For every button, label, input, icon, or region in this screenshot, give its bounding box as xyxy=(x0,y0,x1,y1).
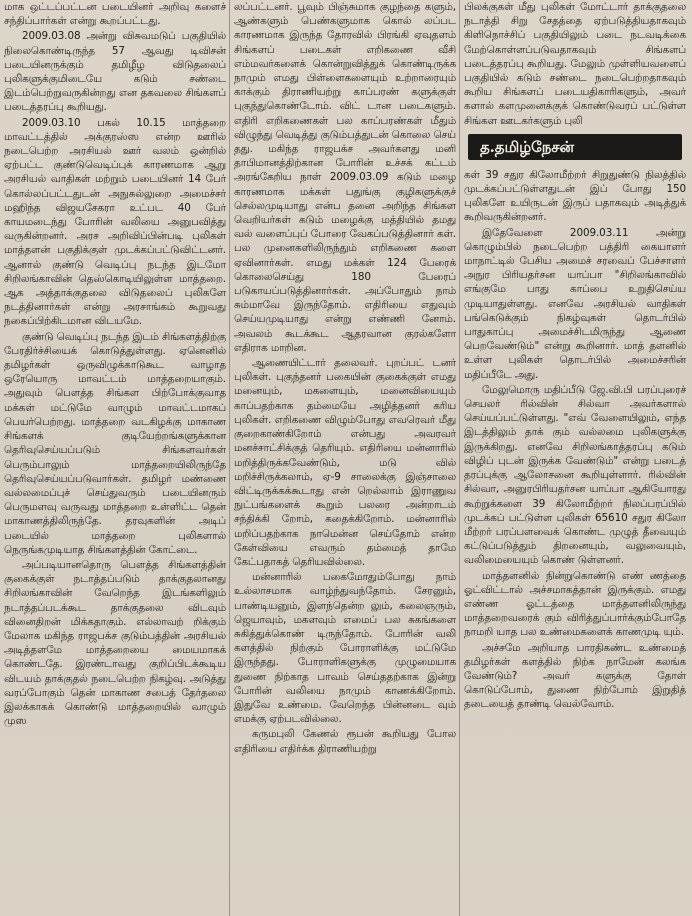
paragraph: குண்டு வெடிப்பு நடந்த இடம் சிங்களத்திற்கு பேரதிர்ச்சியைக் கொடுத்துள்ளது. ஏனெனில் தமிழர்கள் ஒருவிழுக்காடுகூட வாழாத ஒரேயொரு மாவட்டம் மாத்தறையாகும். அதுவும் பௌத்த சிங்கள பிற்போக்குவாத மக்கள் மட்டுமே வாழும் மாவட்டமாகப் பெயர்பெற்றது. மாத்தறை வடகிழக்கு மாகாண சிங்களக் குடியேற்றங்களுக்கான தெரிவுசெய்யப்படும் சிங்களவர்கள் பெரும்பாலும் மாத்தறையிலிருந்தே தெரிவுசெய்யப்படுவார்கள். தமிழர் மண்ணை வல்லமைப்புச் செய்துவரும் படையினரும் பெருமளவு வருவது மாத்தறை உள்ளிட்ட தென் மாகாணத்திலிருந்தே. தரவுகளின் அடிப் படையில் மாத்தறை புலிகளால் நெருங்கமுடியாத சிங்களத்தின் கோட்டை. xyxy=(4,330,226,556)
article-column-3 xyxy=(464,0,686,916)
paragraph: மாக ஒட்டப்பட்டன படையினர் அறிவு களைச் சந்திப்பார்கள் என்று கூறப்பட்டது. xyxy=(4,1,226,28)
paragraph: மன்னாரில் பகைமோதும்போது நாம் உல்லாசமாக வாழ்ந்துவந்தோம். சேரனும், பாண்டியனும், இளந்தென்ற லும், கலைஞரும், ஜெயாவும், மகளவும் எமைப் பல சுகங்களை சுகித்துக்கொண் டிருந்தோம். போரின் வலி களத்தில் நிற்கும் போராளிக்கு மட்டுமே இருந்தது. போராளிகளுக்கு முழுமையாக துணை நிற்காத பாவம் செய்ததற்காக இன்று போரின் வலியை நாமும் காணக்கிறோம். இதுவே உண்மை. வேறெந்த பின்னடை வும் எமக்கு ஏற்படவில்லை. xyxy=(234,571,456,726)
paragraph: லப்பட்டனர். பூவும் பிஞ்சுமாக குழந்தை களும், ஆண்களும் பெண்களுமாக கொல் லப்பட காரணமாக இருந்த தோரவில் பிரங்கி ஏவுதளம் சிங்களப் படைகள் எறிகணை வீசி எம்மவர்களைக் கொன்றுவித்துக் கொண்டிருக்க நாமும் எமது பிள்ளைகளையும் உற்றாரையும் காக்கும் திராணியற்று காப்பரண் களுக்குள் புகுந்துகொண்டோம். விட் டான படைகளும். எதிரி எறிகணைகள் பல காப்பரண்கள் மீதும் விழுந்து வெடித்து குடும்பத்துடன் கொலை செய் தது. மகிந்த ராஜபக்ச அவர்களது மனி தாபிமானத்திற்கான போரின் உச்சக் கட்டம் அரங்கேறிய நாள் 2009.03.09 கடும் மழை காரணமாக மக்கள் பதுங்கு குழிகளுக்குச் செல்லமுடியாது என்ப தனை அறிந்த சிங்கள வெறியர்கள் கடும் மழைக்கு மத்தியில் தமது வல் வளைப்புப் போரை வேகப்படுத்தினார் கள். பல முனைகளிலிருந்தும் எறிகணை களை ஏவினார்கள். எமது மக்கள் 124 பேரைக் கொலைசெய்து 180 பேரைப் படுகாயப்படுத்தினார்கள். அப்போதும் நாம் சும்மாவே இருந்தோம். எதிரியை எதுவும் செய்யமுடியாது என்று எண்ணி னோம். அவலம் கூடக்கூட ஆதரவான குரல்களோ எதிராக மாறின. xyxy=(234,1,456,354)
paragraph: பிலக்குகள் மீது புலிகள் மோட்டார் தாக்குதலை நடாத்தி சிறு சேதத்தை ஏற்படுத்தியதாகவும் கிளிநொச்சிப் பகுதியிலும் படை நடவடிக்கை மேற்கொள்ளப்படுவதாகவும் சிங்களப் படைத்தரப்பு கூறியது. மேலும் முள்ளியவளைப் பகுதியில் கடும் சண்டை நடைபெற்றதாகவும் கூறிய சிங்களப் படையதிகாரிகளும், அவர் களால் களமுனைக்குக் கொண்டுவரப் பட்டுள்ள சிங்கள ஊடகர்களும் புலி xyxy=(464,1,686,127)
paragraph: 2009.03.08 அன்று விசுவமடுப் பகுதியில் நிலைகொண்டிருந்த 57 ஆவது டிவிசன் படையினருக்கும் தமிழீழ விடுதலைப் புலிகளுக்குமிடையே கடும் சண்டை இடம்பெற்றுவருகின்றது என தகவலை சிங்களப் படைத்தரப்பு கூறியது. xyxy=(4,30,226,114)
column-divider xyxy=(459,0,460,916)
paragraph: மேலுமொரு மதிப்பீடு ஜே.வி.பி பரப்புரைச் செயலர் ரில்வின் சில்வா அவர்களால் செய்யப்பட்டுள்ளது. "எவ் வேளையிலும், எந்த இடத்திலும் தாக் கும் வல்லமை புலிகளுக்கு இருக்கிறது. எனவே சிறிலங்காத்தரப்பு கடும் விழிப் புடன் இருக்க வேண்டும்" என்று படைத் தரப்புக்கு ஆலோசனை கூறியுள்ளார். ரில்வின் சில்வா, அனுரபிரியதர்சன யாப்பா ஆகியோரது கூற்றுக்களை 39 கிலோமீற்றர் நிலப்பரப்பில் முடக்கப் பட்டுள்ள புலிகள் 65610 சதுர கிலோ மீற்றர் பரப்பளவைக் கொண்ட முழுத் தீவையும் கட்டுப்படுத்தும் திறனையும், வலுவையும், வலிமையையும் கொண் டுள்ளனர். xyxy=(464,383,686,567)
paragraph: ஆணையிட்டார் தலைவர். புறப்பட் டனர் புலிகள். புகுந்தனர் பகையின் குகைக்குள் எமது மனையும், மகளையும், மனைவியையும் காப்பதற்காக தம்மையே அழித்தனர் கரிய புலிகள். எறிகணை விழும்போது எவரெவர் மீது குறைகாண்கிறோம் என்பது அவரவர் மனச்சாட்சிக்குத் தெரியும். எதிரியை மன்னாரில் மறித்திருக்கவேண்டும், மடு வில் மறிச்சிருக்கலாம், ஏ-9 சாலைக்கு இஞ்சாலை விட்டிருக்கக்கூடாது என் றெல்லாம் இராணுவ நுட்பங்களைக் கூறும் பலரை அன்றாடம் சந்திக்கி றோம், கதைக்கிறோம். மன்னாரில் மறிப்பதற்காக நாமென்ன செய்தோம் என்ற கேள்வியை எவரும் தம்மைத் தாமே கேட்பதாகத் தெரியவில்லை. xyxy=(234,357,456,568)
paragraph: கருமபுலி கேணல் ரூபன் கூறியது போல எதிரியை எதிர்க்க திராணியற்று xyxy=(234,728,456,755)
column-divider xyxy=(229,0,230,916)
article-column-2 xyxy=(234,0,456,916)
paragraph: அச்சமே அறியாத பாரதிகண்ட உண்மைத் தமிழர்கள் களத்தில் நிற்க நாமேன் கலங்க வேண்டும்? அவர் களுக்கு தோள் கொடுப்போம், துணை நிற்போம் இறுதித் தடையைத் தாண்டி வெல்வோம். xyxy=(464,641,686,711)
paragraph: அப்படியானதொரு பௌத்த சிங்களத்தின் குகைக்குள் நடாத்தப்படும் தாக்குதலானது சிறிலங்காவின் வேறெந்த இடங்களிலும் நடாத்தப்படக்கூட தாக்குதலை விடவும் வினைதிறன் மிக்கதாகும். எல்லாவற் றிக்கும் மேலாக மகிந்த ராஜபக்ச குடும்பத்தின் அரசியல் அடித்தளமே மாத்தறையை மையமாகக் கொண்டதே. இரண்டாவது குறிப்பிடக்கூடிய விடயம் தாக்குதல் நடைபெற்ற நிகழ்வு. அடுத்து வரப்போகும் தென் மாகாண சபைத் தேர்தலை இலக்காகக் கொண்டு மாத்தறையில் வாழும் முஸ xyxy=(4,558,226,728)
paragraph: 2009.03.10 பகல் 10.15 மாத்தறை மாவட்டத்தில் அக்குரஸ்ஸ என்ற ஊரில் நடைபெற்ற அரசியல் ஊர் வலம் ஒன்றில் ஏற்பட்ட குண்டுவெடிப்புக் காரணமாக ஆறு அரசியல் வாதிகள் மற்றும் படையினர் 14 பேர் கொல்லப்பட்டதுடன் அநுசுல்லுறை அமைச்சர் மஹிந்த விஜயசேகரா உட்பட 40 பேர் காயமடைந்து போரின் வலியை அனுபவித்து வருகின்றனர். அரச அறிவிப்பின்படி புலிகள் மாத்தளன் பகுதிக்குள் முடக்கப்பட்டுவிட்டனர். ஆனால் குண்டு வெடிப்பு நடந்த இடமோ சிறிலங்காவின் தெஸ்கொடியிலுள்ள மாத்தறை. ஆக அத்தாக்குதலை விடுதலைப் புலிகளே நடத்தினார்கள் என்று அரசாங்கம் கூறுவது நகைப்பிற்கிடமான விடயமே. xyxy=(4,116,226,328)
paragraph: இதேவேளை 2009.03.11 அன்று கொழும்பில் நடைபெற்ற பத்திரி கையாளர் மாநாட்டில் பேசிய அமைச் சரவைப் பேச்சாளர் அநுர பிரியதர்சன யாப்பா "சிறிலங்காவில் எங்குமே பாது காப்பை உறுதிசெய்ய முடியாதுள்ளது. எனவே அரசியல் வாதிகள் பங்கெடுக்கும் நிகழ்வுகள் தொடர்பில் பாதுகாப்பு அமைச்சிடமிருந்து ஆணை பெறவேண்டும்" என்று கூறினார். மாத் தளனில் உள்ள புலிகள் தொடர்பில் அமைச்சரின் மதிப்பீடே அது. xyxy=(464,226,686,381)
author-byline-banner: த.தமிழ்நேசன் xyxy=(468,134,682,160)
paragraph: கள் 39 சதுர கிலோமீற்றர் சிறுதுண்டு நிலத்தில் முடக்கப்பட்டுள்ளதுடன் இப் போது 150 புலிகளே உயிருடன் இருப் பதாகவும் அடித்துக் கூறிவருகின்றனர். xyxy=(464,168,686,224)
paragraph: மாத்தளனில் நின்றுகொண்டு எண் ணத்தை ஓட்விட்டால் அச்சமாகத்தான் இருக்கும். எமது எண்ண ஓட்டத்தை மாத்தளனிலிருந்து மாத்தறைவரைக் கும் விரித்துப்பார்க்கும்போதே நாமறி யாத பல உண்மைகளைக் காணமுடி யும். xyxy=(464,569,686,639)
article-column-1 xyxy=(4,0,226,916)
